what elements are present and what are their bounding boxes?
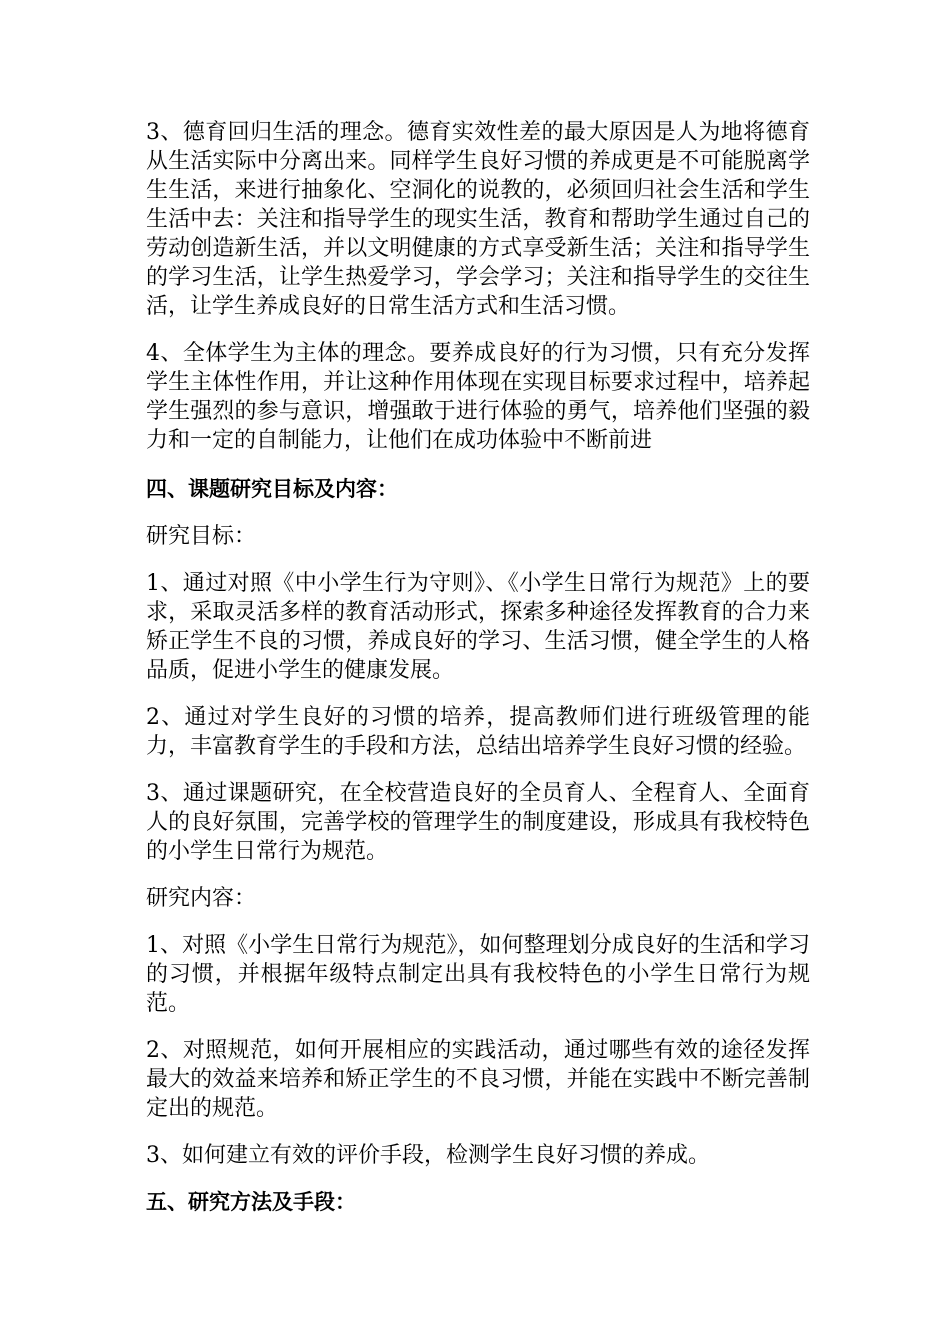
paragraph-goal-3: 3、通过课题研究，在全校营造良好的全员育人、全程育人、全面育人的良好氛围，完善学校的管理学生的制度建设，形成具有我校特色的小学生日常行为规范。	[146, 781, 810, 864]
section-heading-four: 四、课题研究目标及内容：	[146, 477, 398, 501]
section-heading-five: 五、研究方法及手段：	[146, 1190, 356, 1214]
paragraph-moral-education-life: 3、德育回归生活的理念。德育实效性差的最大原因是人为地将德育从生活实际中分离出来。同样学生良好习惯的养成更是不可能脱离学生生活，来进行抽象化、空洞化的说教的，必须回归社会生活和学生生活中去：关注和指导学生的现实生活，教育和帮助学生通过自己的劳动创造新生活，并以文明健康的方式享受新生活；关注和指导学生的学习生活，让学生热爱学习，学会学习；关注和指导学生的交往生活，让学生养成良好的日常生活方式和生活习惯。	[146, 120, 810, 319]
paragraph-goal-2: 2、通过对学生良好的习惯的培养，提高教师们进行班级管理的能力，丰富教育学生的手段和方法，总结出培养学生良好习惯的经验。	[146, 705, 810, 759]
document-page	[146, 118, 810, 1235]
research-goals-label: 研究目标：	[146, 524, 257, 549]
paragraph-content-1: 1、对照《小学生日常行为规范》，如何整理划分成良好的生活和学习的习惯，并根据年级特点制定出具有我校特色的小学生日常行为规范。	[146, 933, 810, 1016]
research-content-label: 研究内容：	[146, 886, 257, 911]
paragraph-goal-1: 1、通过对照《中小学生行为守则》、《小学生日常行为规范》上的要求，采取灵活多样的教育活动形式，探索多种途径发挥教育的合力来矫正学生不良的习惯，养成良好的学习、生活习惯，健全学生的人格品质，促进小学生的健康发展。	[146, 571, 810, 683]
paragraph-content-3: 3、如何建立有效的评价手段，检测学生良好习惯的养成。	[146, 1143, 710, 1168]
paragraph-student-subject: 4、全体学生为主体的理念。要养成良好的行为习惯，只有充分发挥学生主体性作用，并让这种作用体现在实现目标要求过程中，培养起学生强烈的参与意识，增强敢于进行体验的勇气，培养他们坚强的毅力和一定的自制能力，让他们在成功体验中不断前进	[146, 341, 810, 453]
paragraph-content-2: 2、对照规范，如何开展相应的实践活动，通过哪些有效的途径发挥最大的效益来培养和矫正学生的不良习惯，并能在实践中不断完善制定出的规范。	[146, 1038, 810, 1121]
